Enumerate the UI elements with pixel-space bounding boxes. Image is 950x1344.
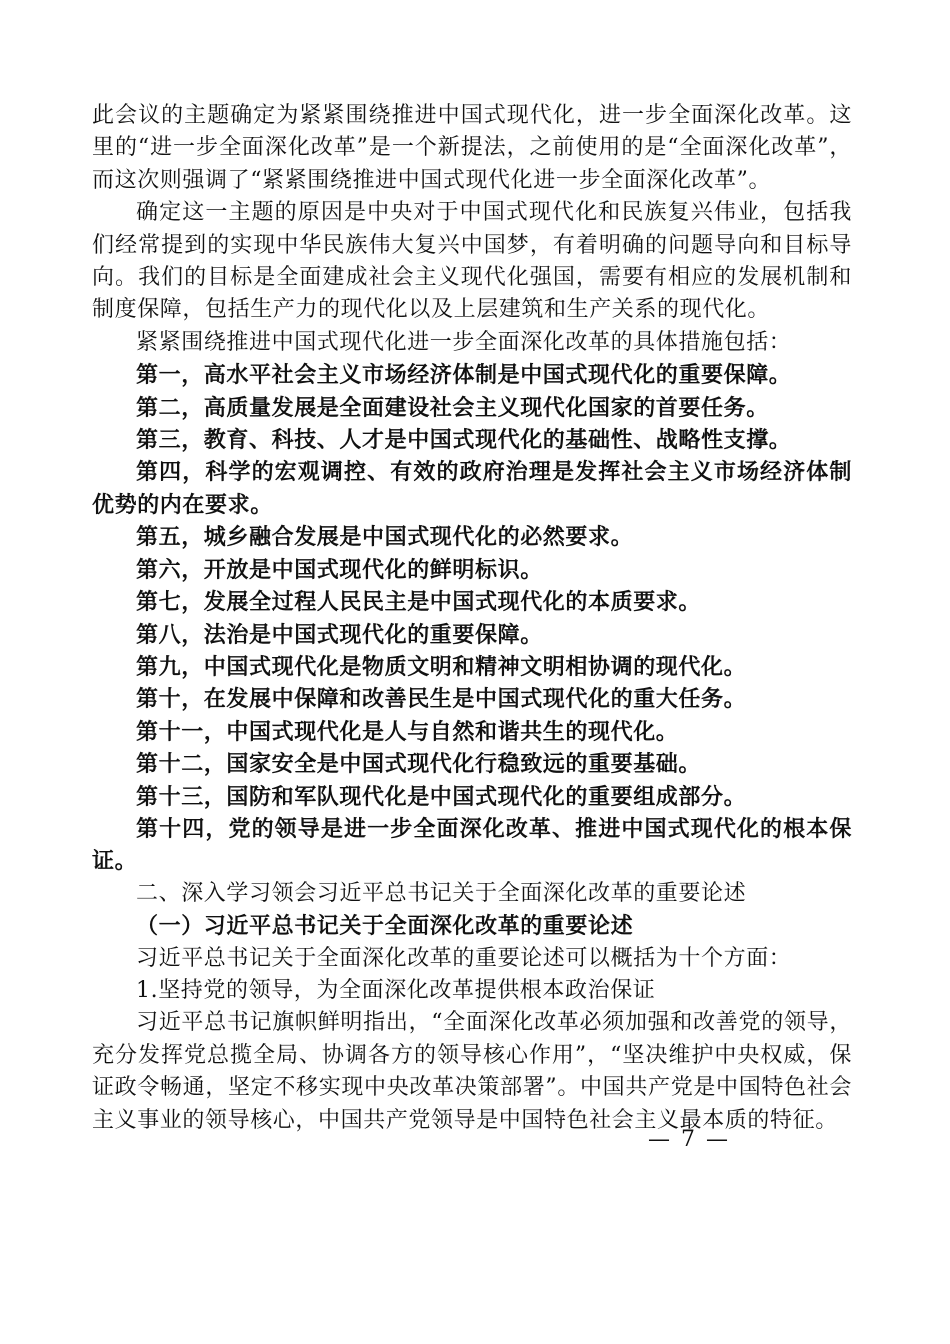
paragraph-reason: 确定这一主题的原因是中央对于中国式现代化和民族复兴伟业，包括我们经常提到的实现中华民族伟大复兴中国梦，有着明确的问题导向和目标导向。我们的目标是全面建成社会主义现代化强国，需要有相应的发展机制和制度保障，包括生产力的现代化以及上层建筑和生产关系的现代化。 (92, 200, 852, 323)
measure-item: 第十四，党的领导是进一步全面深化改革、推进中国式现代化的根本保证。 (92, 815, 852, 875)
measure-item: 第二，高质量发展是全面建设社会主义现代化国家的首要任务。 (136, 394, 769, 421)
subsection-heading: （一）习近平总书记关于全面深化改革的重要论述 (136, 913, 634, 940)
paragraph-party-leadership: 习近平总书记旗帜鲜明指出，“全面深化改革必须加强和改善党的领导，充分发挥党总揽全局、协调各方的领导核心作用”，“坚决维护中央权威，保证政令畅通，坚定不移实现中央改革决策部署”。中国共产党是中国特色社会主义事业的领导核心，中国共产党领导是中国特色社会主义最本质的特征。 (92, 1010, 852, 1133)
measure-item: 第九，中国式现代化是物质文明和精神文明相协调的现代化。 (136, 653, 747, 680)
document-body (92, 100, 852, 1137)
measure-item: 第五，城乡融合发展是中国式现代化的必然要求。 (136, 524, 634, 551)
page-number: — 7 — (648, 1127, 730, 1152)
paragraph-theme: 此会议的主题确定为紧紧围绕推进中国式现代化，进一步全面深化改革。这里的“进一步全面深化改革”是一个新提法，之前使用的是“全面深化改革”，而这次则强调了“紧紧围绕推进中国式现代化进一步全面深化改革”。 (92, 103, 852, 193)
measure-item: 第七，发展全过程人民民主是中国式现代化的本质要求。 (136, 589, 702, 616)
measure-item: 第十一，中国式现代化是人与自然和谐共生的现代化。 (136, 718, 679, 745)
paragraph-measures-intro: 紧紧围绕推进中国式现代化进一步全面深化改革的具体措施包括： (136, 329, 792, 355)
measure-item: 第十二，国家安全是中国式现代化行稳致远的重要基础。 (136, 751, 702, 778)
measure-item: 第十，在发展中保障和改善民生是中国式现代化的重大任务。 (136, 686, 747, 713)
measure-item: 第六，开放是中国式现代化的鲜明标识。 (136, 556, 543, 583)
measure-item: 第十三，国防和军队现代化是中国式现代化的重要组成部分。 (136, 783, 747, 810)
measure-item: 第八，法治是中国式现代化的重要保障。 (136, 621, 543, 648)
point-heading: 1.坚持党的领导，为全面深化改革提供根本政治保证 (136, 977, 656, 1003)
measure-item: 第四，科学的宏观调控、有效的政府治理是发挥社会主义市场经济体制优势的内在要求。 (92, 459, 852, 518)
paragraph-summary: 习近平总书记关于全面深化改革的重要论述可以概括为十个方面： (136, 945, 792, 971)
section-heading: 二、深入学习领会习近平总书记关于全面深化改革的重要论述 (136, 880, 747, 906)
measure-item: 第三，教育、科技、人才是中国式现代化的基础性、战略性支撑。 (136, 427, 792, 454)
measure-item: 第一，高水平社会主义市场经济体制是中国式现代化的重要保障。 (136, 362, 792, 389)
